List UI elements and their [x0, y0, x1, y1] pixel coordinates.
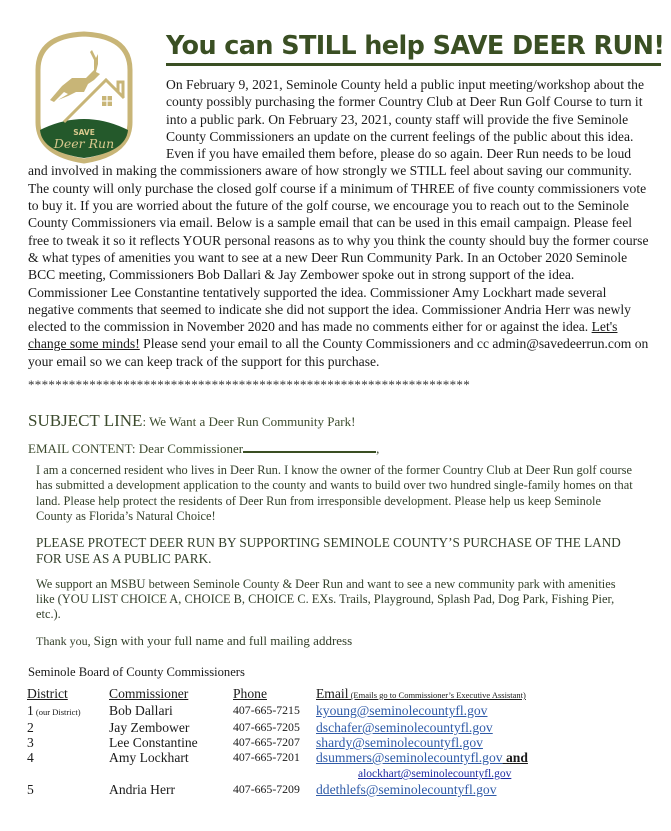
district-number: 3 [27, 735, 34, 750]
commissioner-name: Bob Dallari [109, 703, 173, 718]
header-district: District [27, 686, 68, 701]
phone-number: 407-665-7205 [233, 720, 300, 734]
table-row [27, 735, 576, 750]
header-phone: Phone [233, 686, 267, 701]
board-title: Seminole Board of County Commissioners [28, 665, 245, 679]
change-minds-link[interactable]: Let's change some minds! [28, 319, 618, 352]
asterisk-divider: ***************************************************************** [28, 377, 470, 392]
email-link[interactable]: dschafer@seminolecountyfl.gov [316, 720, 493, 735]
district-note: (our District) [33, 707, 81, 717]
phone-number: 407-665-7209 [233, 782, 300, 796]
intro-text-end: Please send your email to all the County Commissioners and cc admin@savedeerrun.com on your email so we can keep track of the support for this purchase. [28, 336, 649, 369]
sample-email-paragraph-1: I am a concerned resident who lives in Deer Run. I know the owner of the former Country Club at Deer Run golf course has submitted a development application to the county and wants to build over two hundred single-family homes on that land. Please help protect the residents of Deer Run from irresponsible development. Please help us keep Seminole County as Florida’s Natural Choice! [36, 463, 633, 524]
page-title: You can STILL help SAVE DEER RUN! [166, 30, 661, 66]
thanks-text: Thank you, [36, 633, 94, 648]
commissioner-name: Andria Herr [109, 782, 176, 797]
commissioner-name: Jay Zembower [109, 720, 190, 735]
table-row [27, 703, 576, 720]
logo-script-text: Deer Run [53, 136, 115, 151]
and-text: and [502, 750, 528, 765]
sample-email-paragraph-3: We support an MSBU between Seminole County & Deer Run and want to see a new community park with amenities like (YOU LIST CHOICE A, CHOICE B, CHOICE C. EXs. Trails, Playground, Splash Pad, Dog Park, Fishing Pier, etc.). [36, 576, 616, 622]
email-content-label: EMAIL CONTENT: Dear Commissioner [28, 441, 244, 456]
intro-paragraph [28, 76, 653, 370]
commissioner-name: Lee Constantine [109, 735, 198, 750]
header-email: Email (Emails go to Commissioner’s Executive Assistant) [316, 686, 526, 701]
email-link[interactable]: dsummers@seminolecountyfl.gov [316, 750, 503, 765]
district-number: 4 [27, 750, 34, 765]
email-link[interactable]: shardy@seminolecountyfl.gov [316, 735, 483, 750]
commissioner-name: Amy Lockhart [109, 750, 189, 765]
logo-save-text: SAVE [73, 128, 95, 137]
intro-text: On February 9, 2021, Seminole County held a public input meeting/workshop about the county possibly purchasing the former Country Club at Deer Run Golf Course to turn it into a public park. On February 23, 2021, county staff will provide the five Seminole County Commissioners an update on the current feelings of the public about this idea. Even if you have emailed them before, please do so again. Deer Run needs to be loud and involved in making the commissioners aware of how strongly we STILL feel about saving our community. The county will only purchase the closed golf course if a minimum of THREE of five county commissioners vote to buy it. If you are worried about the future of the golf course, we encourage you to reach out to the Seminole County Commissioners via email. Below is a sample email that can be used in this email campaign. Please feel free to tweak it so it reflects YOUR personal reasons as to why you think the county should buy the former course & what types of amenities you want to see at a new Deer Run Community Park. In an October 2020 Seminole BCC meeting, Commissioners Bob Dallari & Jay Zembower spoke out in strong support of the idea. Commissioner Lee Constantine tentatively supported the idea. Commissioner Amy Lockhart made several negative comments that seemed to indicate she did not support the idea. Commissioner Andria Herr was newly elected to the commission in November 2020 and has made no comments either for or against the idea. [28, 77, 649, 335]
sample-email-signoff [36, 633, 636, 649]
subject-value: : We Want a Deer Run Community Park! [142, 414, 356, 429]
email-content-comma: , [376, 441, 380, 456]
district-number: 2 [27, 720, 34, 735]
subject-label: SUBJECT LINE [28, 411, 143, 430]
table-row [27, 750, 576, 782]
sample-email-body [36, 463, 636, 659]
table-row [27, 720, 576, 735]
email-link[interactable]: ddethlefs@seminolecountyfl.gov [316, 782, 497, 797]
email-link-secondary[interactable]: alockhart@seminolecountyfl.gov [358, 768, 512, 780]
district-number: 5 [27, 782, 34, 797]
header-commissioner: Commissioner [109, 686, 189, 701]
email-content-heading [28, 439, 379, 457]
sign-instruction: Sign with your full name and full mailing address [93, 632, 353, 648]
email-link[interactable]: kyoung@seminolecountyfl.gov [316, 703, 488, 718]
district-number: 1 [27, 703, 34, 718]
table-row [27, 782, 576, 797]
phone-number: 407-665-7207 [233, 735, 300, 749]
commissioners-table [27, 686, 576, 797]
phone-number: 407-665-7201 [233, 750, 300, 764]
logo-spacer [28, 76, 166, 161]
phone-number: 407-665-7215 [233, 703, 300, 717]
table-header-row [27, 686, 576, 703]
sample-email-paragraph-2: PLEASE PROTECT DEER RUN BY SUPPORTING SEMINOLE COUNTY’S PURCHASE OF THE LAND FOR USE AS A PUBLIC PARK. [36, 534, 621, 566]
commissioner-name-blank [243, 439, 376, 453]
subject-line [28, 411, 355, 431]
